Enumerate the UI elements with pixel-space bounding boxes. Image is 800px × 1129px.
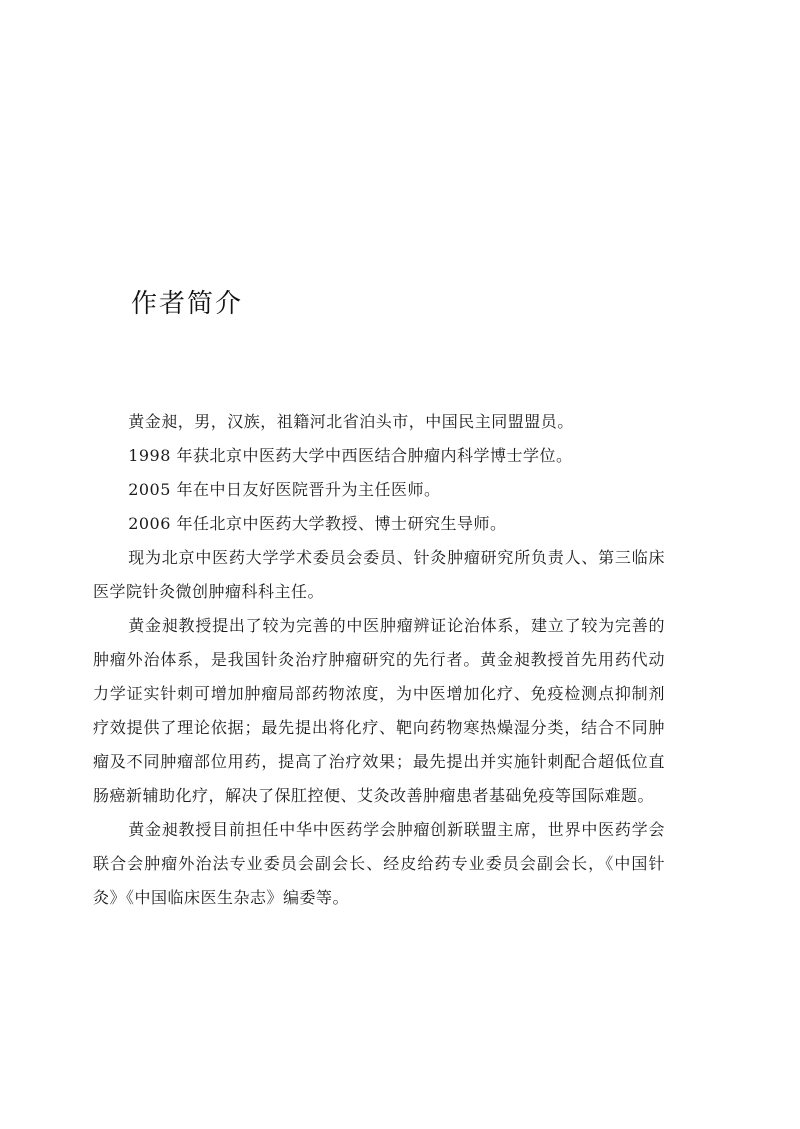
bio-paragraph-doctorate: 1998 年获北京中医药大学中西医结合肿瘤内科学博士学位。 — [128, 446, 573, 465]
bio-paragraph-current-position: 现为北京中医药大学学术委员会委员、针灸肿瘤研究所负责人、第三临床医学院针灸微创肿瘤科科主任。 — [93, 548, 665, 601]
bio-paragraph-research: 黄金昶教授提出了较为完善的中医肿瘤辨证论治体系，建立了较为完善的肿瘤外治体系，是我国针灸治疗肿瘤研究的先行者。黄金昶教授首先用药代动力学证实针刺可增加肿瘤局部药物浓度，为中医增加化疗、免疫检测点抑制剂疗效提供了理论依据；最先提出将化疗、靶向药物寒热燥湿分类，结合不同肿瘤及不同肿瘤部位用药，提高了治疗效果；最先提出并实施针刺配合超低位直肠癌新辅助化疗，解决了保肛控便、艾灸改善肿瘤患者基础免疫等国际难题。 — [93, 616, 665, 805]
bio-paragraph-chief-physician: 2005 年在中日友好医院晋升为主任医师。 — [128, 480, 441, 499]
bio-paragraph-identity: 黄金昶，男，汉族，祖籍河北省泊头市，中国民主同盟盟员。 — [128, 412, 574, 431]
page-title: 作者简介 — [131, 289, 244, 319]
author-bio — [93, 405, 665, 915]
bio-paragraph-roles: 黄金昶教授目前担任中华中医药学会肿瘤创新联盟主席，世界中医药学会联合会肿瘤外治法专业委员会副会长、经皮给药专业委员会副会长，《中国针灸》《中国临床医生杂志》编委等。 — [93, 820, 665, 907]
bio-paragraph-professor: 2006 年任北京中医药大学教授、博士研究生导师。 — [128, 514, 507, 533]
